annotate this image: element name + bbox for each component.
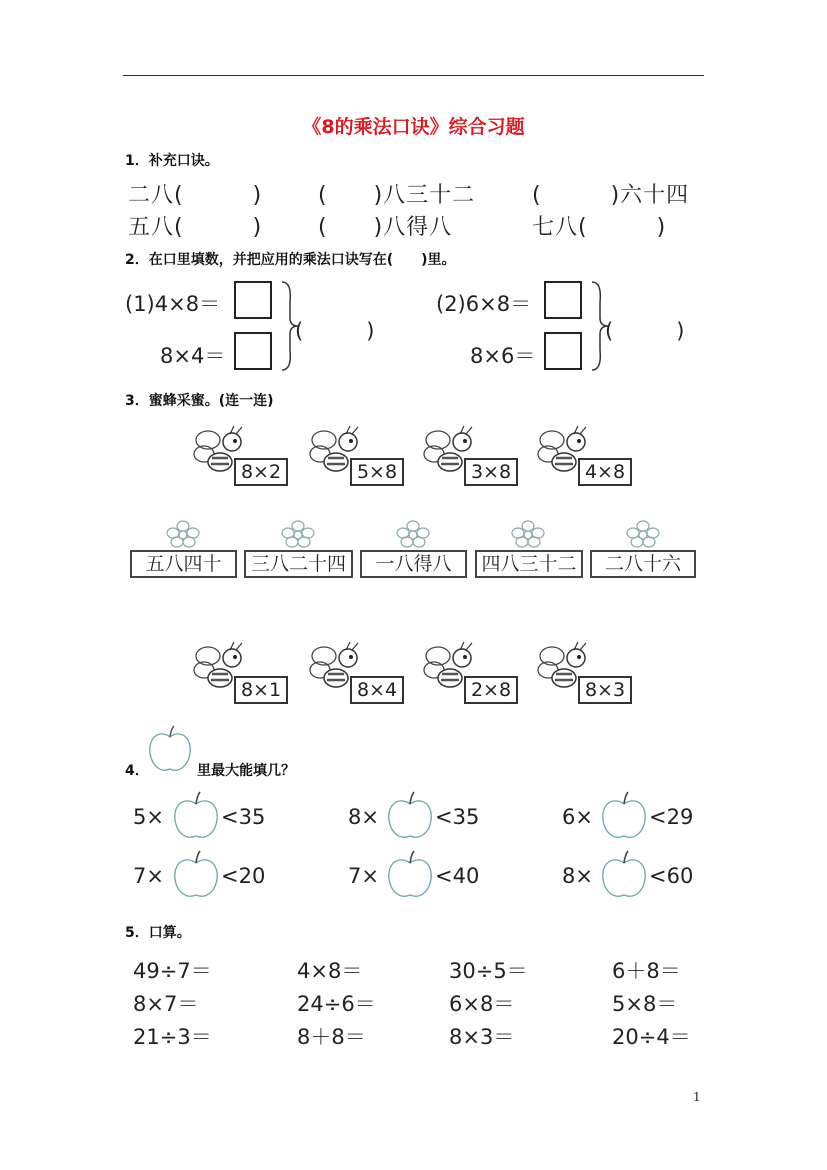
q4-item-1-right: <35 [221,805,266,829]
q5-item-8: 5×8＝ [612,992,678,1016]
q4-item-4-left: 7× [133,864,164,888]
q5-item-9: 21÷3＝ [133,1025,212,1049]
q5-item-11: 8×3＝ [449,1025,515,1049]
bee-top-4-label[interactable]: 4×8 [578,458,632,486]
flower-3[interactable]: 一八得八 [360,550,467,578]
bee-bottom-1-label[interactable]: 8×1 [234,676,288,704]
flower-1[interactable]: 五八四十 [130,550,237,578]
bee-bottom-1 [190,640,290,706]
q5-item-6: 24÷6＝ [297,992,376,1016]
bee-top-1-label[interactable]: 8×2 [234,458,288,486]
q2-heading: 2．在口里填数，并把应用的乘法口诀写在( )里。 [125,252,456,268]
q4-item-4-right: <20 [221,864,266,888]
q5-item-2: 4×8＝ [297,959,363,983]
bee-top-2 [306,424,406,488]
flower-icon [395,520,431,548]
q5-heading: 5．口算。 [125,925,191,941]
q4-item-3-left: 6× [562,805,593,829]
q3-heading: 3．蜜蜂采蜜。(连一连) [125,393,274,409]
flower-4[interactable]: 四八三十二 [475,550,583,578]
page-number: 1 [693,1090,701,1104]
q1-blank-5: ( )八得八 [318,215,453,240]
bee-bottom-2-label[interactable]: 8×4 [350,676,404,704]
apple-icon[interactable] [171,849,221,899]
q2-right-box1[interactable] [544,281,582,319]
apple-icon[interactable] [599,790,649,840]
bee-bottom-2 [306,640,406,706]
q2-left-box2[interactable] [234,332,272,370]
bee-top-4 [534,424,634,488]
q1-blank-6: 七八( ) [532,215,667,240]
q4-item-6-left: 8× [562,864,593,888]
apple-icon[interactable] [385,849,435,899]
q4-heading-text: 里最大能填几？ [197,763,295,779]
q4-item-5-right: <40 [435,864,480,888]
q5-item-7: 6×8＝ [449,992,515,1016]
q2-left-box1[interactable] [234,281,272,319]
q5-item-3: 30÷5＝ [449,959,528,983]
q4-item-2-right: <35 [435,805,480,829]
flower-icon [165,520,201,548]
q4-item-1-left: 5× [133,805,164,829]
bee-bottom-4-label[interactable]: 8×3 [578,676,632,704]
apple-icon[interactable] [385,790,435,840]
q1-blank-1: 二八( ) [128,183,263,208]
page-title: 《8的乘法口诀》综合习题 [302,116,525,138]
header-rule [123,75,704,76]
q1-heading: 1．补充口诀。 [125,153,219,169]
flower-icon [625,520,661,548]
q2-right-eq2: 8×6＝ [470,344,536,368]
q2-right-box2[interactable] [544,332,582,370]
q5-item-1: 49÷7＝ [133,959,212,983]
q5-item-4: 6＋8＝ [612,959,681,983]
bee-top-3-label[interactable]: 3×8 [464,458,518,486]
bee-bottom-3 [420,640,520,706]
bee-top-2-label[interactable]: 5×8 [350,458,404,486]
q5-item-12: 20÷4＝ [612,1025,691,1049]
q4-item-2-left: 8× [348,805,379,829]
q5-item-5: 8×7＝ [133,992,199,1016]
apple-icon [146,723,194,775]
flower-icon [510,520,546,548]
q2-left-answer: ( ) [295,319,375,343]
q4-item-3-right: <29 [649,805,694,829]
flower-2[interactable]: 三八二十四 [244,550,353,578]
bee-bottom-4 [534,640,634,706]
apple-icon[interactable] [171,790,221,840]
q2-right-answer: ( ) [605,319,685,343]
q1-blank-2: ( )八三十二 [318,183,476,208]
bee-top-1 [190,424,290,488]
bee-bottom-3-label[interactable]: 2×8 [464,676,518,704]
q2-left-eq2: 8×4＝ [160,344,226,368]
flower-icon [280,520,316,548]
q1-blank-4: 五八( ) [128,215,263,240]
q4-heading-prefix: 4． [125,763,149,779]
q4-item-5-left: 7× [348,864,379,888]
bee-top-3 [420,424,520,488]
q2-right-eq1: (2)6×8＝ [436,292,532,316]
flower-5[interactable]: 二八十六 [590,550,696,578]
q4-item-6-right: <60 [649,864,694,888]
q2-left-eq1: (1)4×8＝ [125,292,221,316]
q1-blank-3: ( )六十四 [532,183,690,208]
apple-icon[interactable] [599,849,649,899]
q5-item-10: 8＋8＝ [297,1025,366,1049]
